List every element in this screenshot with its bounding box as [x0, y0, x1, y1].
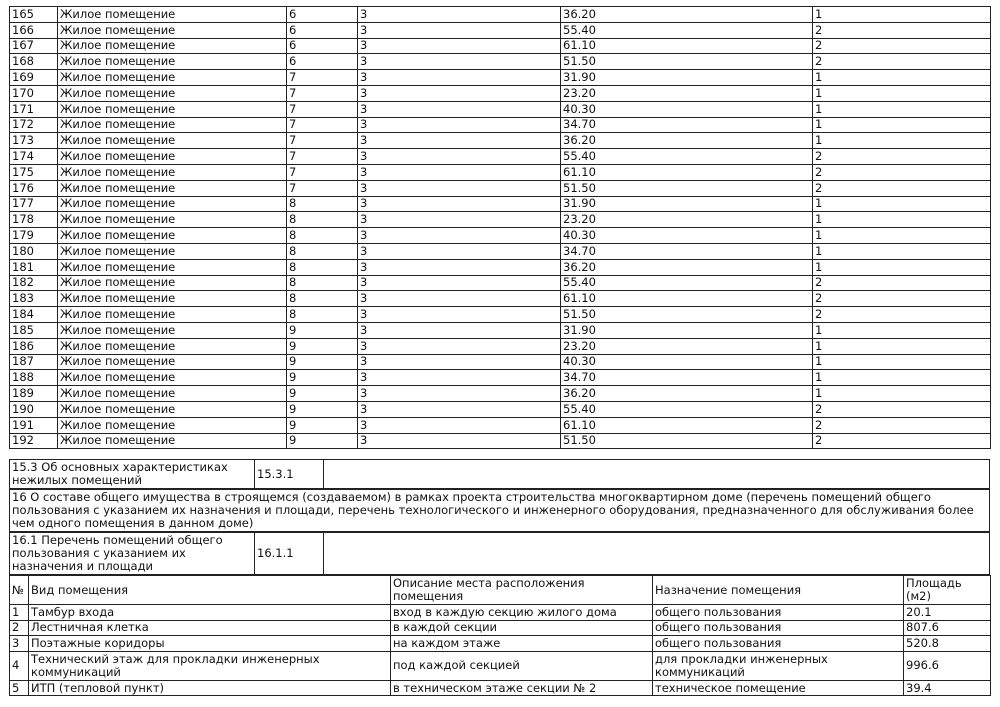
- cell-num: 170: [10, 85, 58, 101]
- cell-location: на каждом этаже: [391, 636, 653, 652]
- cell-floor: 8: [287, 243, 358, 259]
- cell-rooms: 1: [813, 196, 991, 212]
- cell-purpose: для прокладки инженерных коммуникаций: [653, 651, 904, 680]
- cell-floor: 7: [287, 149, 358, 165]
- cell-area: 55.40: [561, 275, 813, 291]
- cell-rooms: 1: [813, 386, 991, 402]
- cell-type: ИТП (тепловой пункт): [29, 680, 391, 696]
- cell-floor: 9: [287, 401, 358, 417]
- cell-area: 34.70: [561, 243, 813, 259]
- table-row: [10, 291, 991, 307]
- cell-area: 61.10: [561, 291, 813, 307]
- common-area-row: [10, 620, 991, 636]
- cell-num: 165: [10, 7, 58, 23]
- cell-floor: 7: [287, 164, 358, 180]
- cell-area: 61.10: [561, 164, 813, 180]
- cell-type: Жилое помещение: [58, 196, 287, 212]
- cell-num: 182: [10, 275, 58, 291]
- cell-num: 4: [10, 651, 29, 680]
- cell-type: Жилое помещение: [58, 38, 287, 54]
- section-16-1-code: 16.1.1: [255, 533, 324, 575]
- cell-type: Жилое помещение: [58, 354, 287, 370]
- cell-area: 31.90: [561, 70, 813, 86]
- table-row: [10, 417, 991, 433]
- cell-area: 23.20: [561, 85, 813, 101]
- table-row: [10, 212, 991, 228]
- cell-rooms: 2: [813, 22, 991, 38]
- table-row: [10, 70, 991, 86]
- cell-floor: 8: [287, 307, 358, 323]
- cell-num: 181: [10, 259, 58, 275]
- cell-num: 166: [10, 22, 58, 38]
- cell-area: 36.20: [561, 259, 813, 275]
- cell-num: 167: [10, 38, 58, 54]
- cell-rooms: 1: [813, 259, 991, 275]
- cell-section: 3: [358, 243, 561, 259]
- section-16-common-property: [9, 489, 990, 532]
- cell-type: Жилое помещение: [58, 401, 287, 417]
- section-16-1-value: [324, 533, 990, 575]
- cell-section: 3: [358, 212, 561, 228]
- cell-rooms: 1: [813, 243, 991, 259]
- table-row: [10, 101, 991, 117]
- cell-type: Жилое помещение: [58, 164, 287, 180]
- header-num: №: [10, 576, 29, 605]
- table-row: [10, 180, 991, 196]
- cell-area: 36.20: [561, 7, 813, 23]
- cell-area: 55.40: [561, 22, 813, 38]
- cell-type: Жилое помещение: [58, 322, 287, 338]
- cell-section: 3: [358, 196, 561, 212]
- cell-num: 190: [10, 401, 58, 417]
- cell-num: 188: [10, 370, 58, 386]
- cell-rooms: 1: [813, 322, 991, 338]
- cell-rooms: 2: [813, 38, 991, 54]
- cell-area: 61.10: [561, 417, 813, 433]
- cell-type: Жилое помещение: [58, 243, 287, 259]
- cell-floor: 9: [287, 417, 358, 433]
- cell-rooms: 1: [813, 117, 991, 133]
- cell-purpose: общего пользования: [653, 636, 904, 652]
- cell-area: 55.40: [561, 149, 813, 165]
- cell-location: в каждой секции: [391, 620, 653, 636]
- cell-section: 3: [358, 70, 561, 86]
- cell-type: Жилое помещение: [58, 275, 287, 291]
- cell-type: Жилое помещение: [58, 386, 287, 402]
- cell-floor: 7: [287, 180, 358, 196]
- cell-num: 191: [10, 417, 58, 433]
- cell-num: 168: [10, 54, 58, 70]
- table-row: [10, 164, 991, 180]
- cell-area: 36.20: [561, 386, 813, 402]
- cell-area: 23.20: [561, 338, 813, 354]
- cell-rooms: 2: [813, 307, 991, 323]
- cell-type: Жилое помещение: [58, 433, 287, 449]
- cell-section: 3: [358, 117, 561, 133]
- residential-units-table: [9, 6, 991, 449]
- cell-rooms: 2: [813, 291, 991, 307]
- header-purpose: Назначение помещения: [653, 576, 904, 605]
- table-row: [10, 338, 991, 354]
- cell-floor: 8: [287, 291, 358, 307]
- common-area-row: [10, 636, 991, 652]
- cell-num: 176: [10, 180, 58, 196]
- cell-floor: 6: [287, 7, 358, 23]
- cell-section: 3: [358, 291, 561, 307]
- cell-section: 3: [358, 180, 561, 196]
- cell-area: 39.4: [904, 680, 991, 696]
- cell-num: 177: [10, 196, 58, 212]
- table-row: [10, 386, 991, 402]
- cell-purpose: техническое помещение: [653, 680, 904, 696]
- cell-area: 34.70: [561, 117, 813, 133]
- cell-type: Жилое помещение: [58, 7, 287, 23]
- section-15-3-nonresidential: [9, 459, 990, 489]
- cell-purpose: общего пользования: [653, 620, 904, 636]
- cell-num: 169: [10, 70, 58, 86]
- cell-rooms: 2: [813, 433, 991, 449]
- cell-rooms: 2: [813, 401, 991, 417]
- cell-section: 3: [358, 164, 561, 180]
- cell-section: 3: [358, 370, 561, 386]
- section-16-1-common-areas: [9, 532, 990, 575]
- table-row: [10, 196, 991, 212]
- cell-area: 36.20: [561, 133, 813, 149]
- cell-rooms: 1: [813, 101, 991, 117]
- cell-rooms: 1: [813, 7, 991, 23]
- cell-section: 3: [358, 149, 561, 165]
- cell-floor: 7: [287, 85, 358, 101]
- section-16-1-label: 16.1 Перечень помещений общего пользования с указанием их назначения и площади: [10, 533, 255, 575]
- cell-rooms: 1: [813, 85, 991, 101]
- cell-num: 171: [10, 101, 58, 117]
- cell-type: Тамбур входа: [29, 605, 391, 621]
- cell-area: 40.30: [561, 228, 813, 244]
- cell-num: 187: [10, 354, 58, 370]
- cell-area: 34.70: [561, 370, 813, 386]
- cell-rooms: 2: [813, 417, 991, 433]
- cell-type: Жилое помещение: [58, 228, 287, 244]
- cell-purpose: общего пользования: [653, 605, 904, 621]
- table-row: [10, 370, 991, 386]
- cell-section: 3: [358, 275, 561, 291]
- cell-rooms: 1: [813, 338, 991, 354]
- table-row: [10, 85, 991, 101]
- cell-type: Жилое помещение: [58, 22, 287, 38]
- cell-num: 179: [10, 228, 58, 244]
- cell-num: 185: [10, 322, 58, 338]
- cell-floor: 8: [287, 228, 358, 244]
- header-type: Вид помещения: [29, 576, 391, 605]
- table-row: [10, 117, 991, 133]
- cell-floor: 7: [287, 101, 358, 117]
- cell-location: вход в каждую секцию жилого дома: [391, 605, 653, 621]
- common-areas-table: [9, 575, 991, 696]
- cell-rooms: 1: [813, 133, 991, 149]
- cell-section: 3: [358, 386, 561, 402]
- cell-section: 3: [358, 417, 561, 433]
- cell-type: Жилое помещение: [58, 338, 287, 354]
- section-15-3-value: [324, 460, 990, 489]
- table-row: [10, 243, 991, 259]
- cell-section: 3: [358, 322, 561, 338]
- table-row: [10, 38, 991, 54]
- cell-section: 3: [358, 38, 561, 54]
- cell-floor: 7: [287, 133, 358, 149]
- cell-area: 55.40: [561, 401, 813, 417]
- cell-num: 178: [10, 212, 58, 228]
- cell-area: 31.90: [561, 322, 813, 338]
- cell-area: 51.50: [561, 433, 813, 449]
- cell-rooms: 1: [813, 228, 991, 244]
- cell-location: под каждой секцией: [391, 651, 653, 680]
- cell-type: Жилое помещение: [58, 417, 287, 433]
- cell-section: 3: [358, 401, 561, 417]
- cell-area: 51.50: [561, 307, 813, 323]
- cell-rooms: 1: [813, 354, 991, 370]
- cell-num: 186: [10, 338, 58, 354]
- cell-area: 51.50: [561, 54, 813, 70]
- cell-floor: 8: [287, 196, 358, 212]
- cell-section: 3: [358, 259, 561, 275]
- cell-num: 175: [10, 164, 58, 180]
- header-location: Описание места расположения помещения: [391, 576, 653, 605]
- table-row: [10, 22, 991, 38]
- cell-section: 3: [358, 338, 561, 354]
- cell-type: Жилое помещение: [58, 54, 287, 70]
- cell-floor: 6: [287, 54, 358, 70]
- cell-rooms: 2: [813, 164, 991, 180]
- cell-num: 172: [10, 117, 58, 133]
- cell-num: 184: [10, 307, 58, 323]
- cell-section: 3: [358, 85, 561, 101]
- cell-rooms: 1: [813, 370, 991, 386]
- cell-rooms: 2: [813, 54, 991, 70]
- table-row: [10, 259, 991, 275]
- common-area-row: [10, 651, 991, 680]
- cell-area: 51.50: [561, 180, 813, 196]
- cell-floor: 9: [287, 322, 358, 338]
- table-row: [10, 54, 991, 70]
- cell-rooms: 2: [813, 180, 991, 196]
- section-16-text: 16 О составе общего имущества в строящемся (создаваемом) в рамках проекта строительства многоквартирном доме (перечень помещений общего пользования с указанием их назначения и площади, перечень технологического и инженерного оборудования, предназначенного для обслуживания более чем одного помещения в данном доме): [10, 490, 990, 532]
- cell-area: 20.1: [904, 605, 991, 621]
- common-areas-header-row: [10, 576, 991, 605]
- cell-type: Жилое помещение: [58, 212, 287, 228]
- cell-floor: 9: [287, 354, 358, 370]
- table-row: [10, 228, 991, 244]
- cell-type: Жилое помещение: [58, 370, 287, 386]
- cell-floor: 9: [287, 338, 358, 354]
- cell-section: 3: [358, 228, 561, 244]
- cell-floor: 8: [287, 259, 358, 275]
- cell-section: 3: [358, 133, 561, 149]
- cell-num: 5: [10, 680, 29, 696]
- cell-type: Жилое помещение: [58, 149, 287, 165]
- cell-type: Жилое помещение: [58, 117, 287, 133]
- cell-num: 183: [10, 291, 58, 307]
- cell-area: 807.6: [904, 620, 991, 636]
- cell-rooms: 2: [813, 275, 991, 291]
- table-row: [10, 322, 991, 338]
- cell-area: 31.90: [561, 196, 813, 212]
- section-15-3-code: 15.3.1: [255, 460, 324, 489]
- cell-location: в техническом этаже секции № 2: [391, 680, 653, 696]
- table-row: [10, 433, 991, 449]
- table-row: [10, 307, 991, 323]
- cell-type: Жилое помещение: [58, 307, 287, 323]
- cell-num: 174: [10, 149, 58, 165]
- cell-floor: 6: [287, 22, 358, 38]
- cell-num: 2: [10, 620, 29, 636]
- table-row: [10, 149, 991, 165]
- cell-area: 40.30: [561, 101, 813, 117]
- table-row: [10, 401, 991, 417]
- cell-floor: 8: [287, 275, 358, 291]
- cell-section: 3: [358, 433, 561, 449]
- table-row: [10, 275, 991, 291]
- cell-floor: 7: [287, 70, 358, 86]
- cell-rooms: 1: [813, 212, 991, 228]
- cell-area: 23.20: [561, 212, 813, 228]
- cell-type: Жилое помещение: [58, 259, 287, 275]
- cell-section: 3: [358, 54, 561, 70]
- common-area-row: [10, 680, 991, 696]
- cell-area: 40.30: [561, 354, 813, 370]
- cell-section: 3: [358, 354, 561, 370]
- cell-type: Жилое помещение: [58, 133, 287, 149]
- cell-floor: 9: [287, 370, 358, 386]
- common-area-row: [10, 605, 991, 621]
- cell-floor: 7: [287, 117, 358, 133]
- cell-num: 180: [10, 243, 58, 259]
- cell-floor: 9: [287, 433, 358, 449]
- cell-type: Жилое помещение: [58, 101, 287, 117]
- header-area: Площадь (м2): [904, 576, 991, 605]
- cell-area: 996.6: [904, 651, 991, 680]
- cell-section: 3: [358, 7, 561, 23]
- cell-area: 61.10: [561, 38, 813, 54]
- cell-type: Поэтажные коридоры: [29, 636, 391, 652]
- cell-num: 192: [10, 433, 58, 449]
- cell-area: 520.8: [904, 636, 991, 652]
- table-row: [10, 7, 991, 23]
- cell-num: 1: [10, 605, 29, 621]
- cell-num: 173: [10, 133, 58, 149]
- cell-rooms: 2: [813, 149, 991, 165]
- cell-section: 3: [358, 307, 561, 323]
- cell-type: Жилое помещение: [58, 70, 287, 86]
- cell-type: Технический этаж для прокладки инженерных коммуникаций: [29, 651, 391, 680]
- cell-type: Жилое помещение: [58, 85, 287, 101]
- cell-type: Лестничная клетка: [29, 620, 391, 636]
- cell-type: Жилое помещение: [58, 180, 287, 196]
- cell-num: 3: [10, 636, 29, 652]
- cell-section: 3: [358, 101, 561, 117]
- cell-floor: 8: [287, 212, 358, 228]
- cell-num: 189: [10, 386, 58, 402]
- section-15-3-label: 15.3 Об основных характеристиках нежилых помещений: [10, 460, 255, 489]
- cell-section: 3: [358, 22, 561, 38]
- cell-rooms: 1: [813, 70, 991, 86]
- cell-type: Жилое помещение: [58, 291, 287, 307]
- table-row: [10, 354, 991, 370]
- cell-floor: 6: [287, 38, 358, 54]
- table-row: [10, 133, 991, 149]
- cell-floor: 9: [287, 386, 358, 402]
